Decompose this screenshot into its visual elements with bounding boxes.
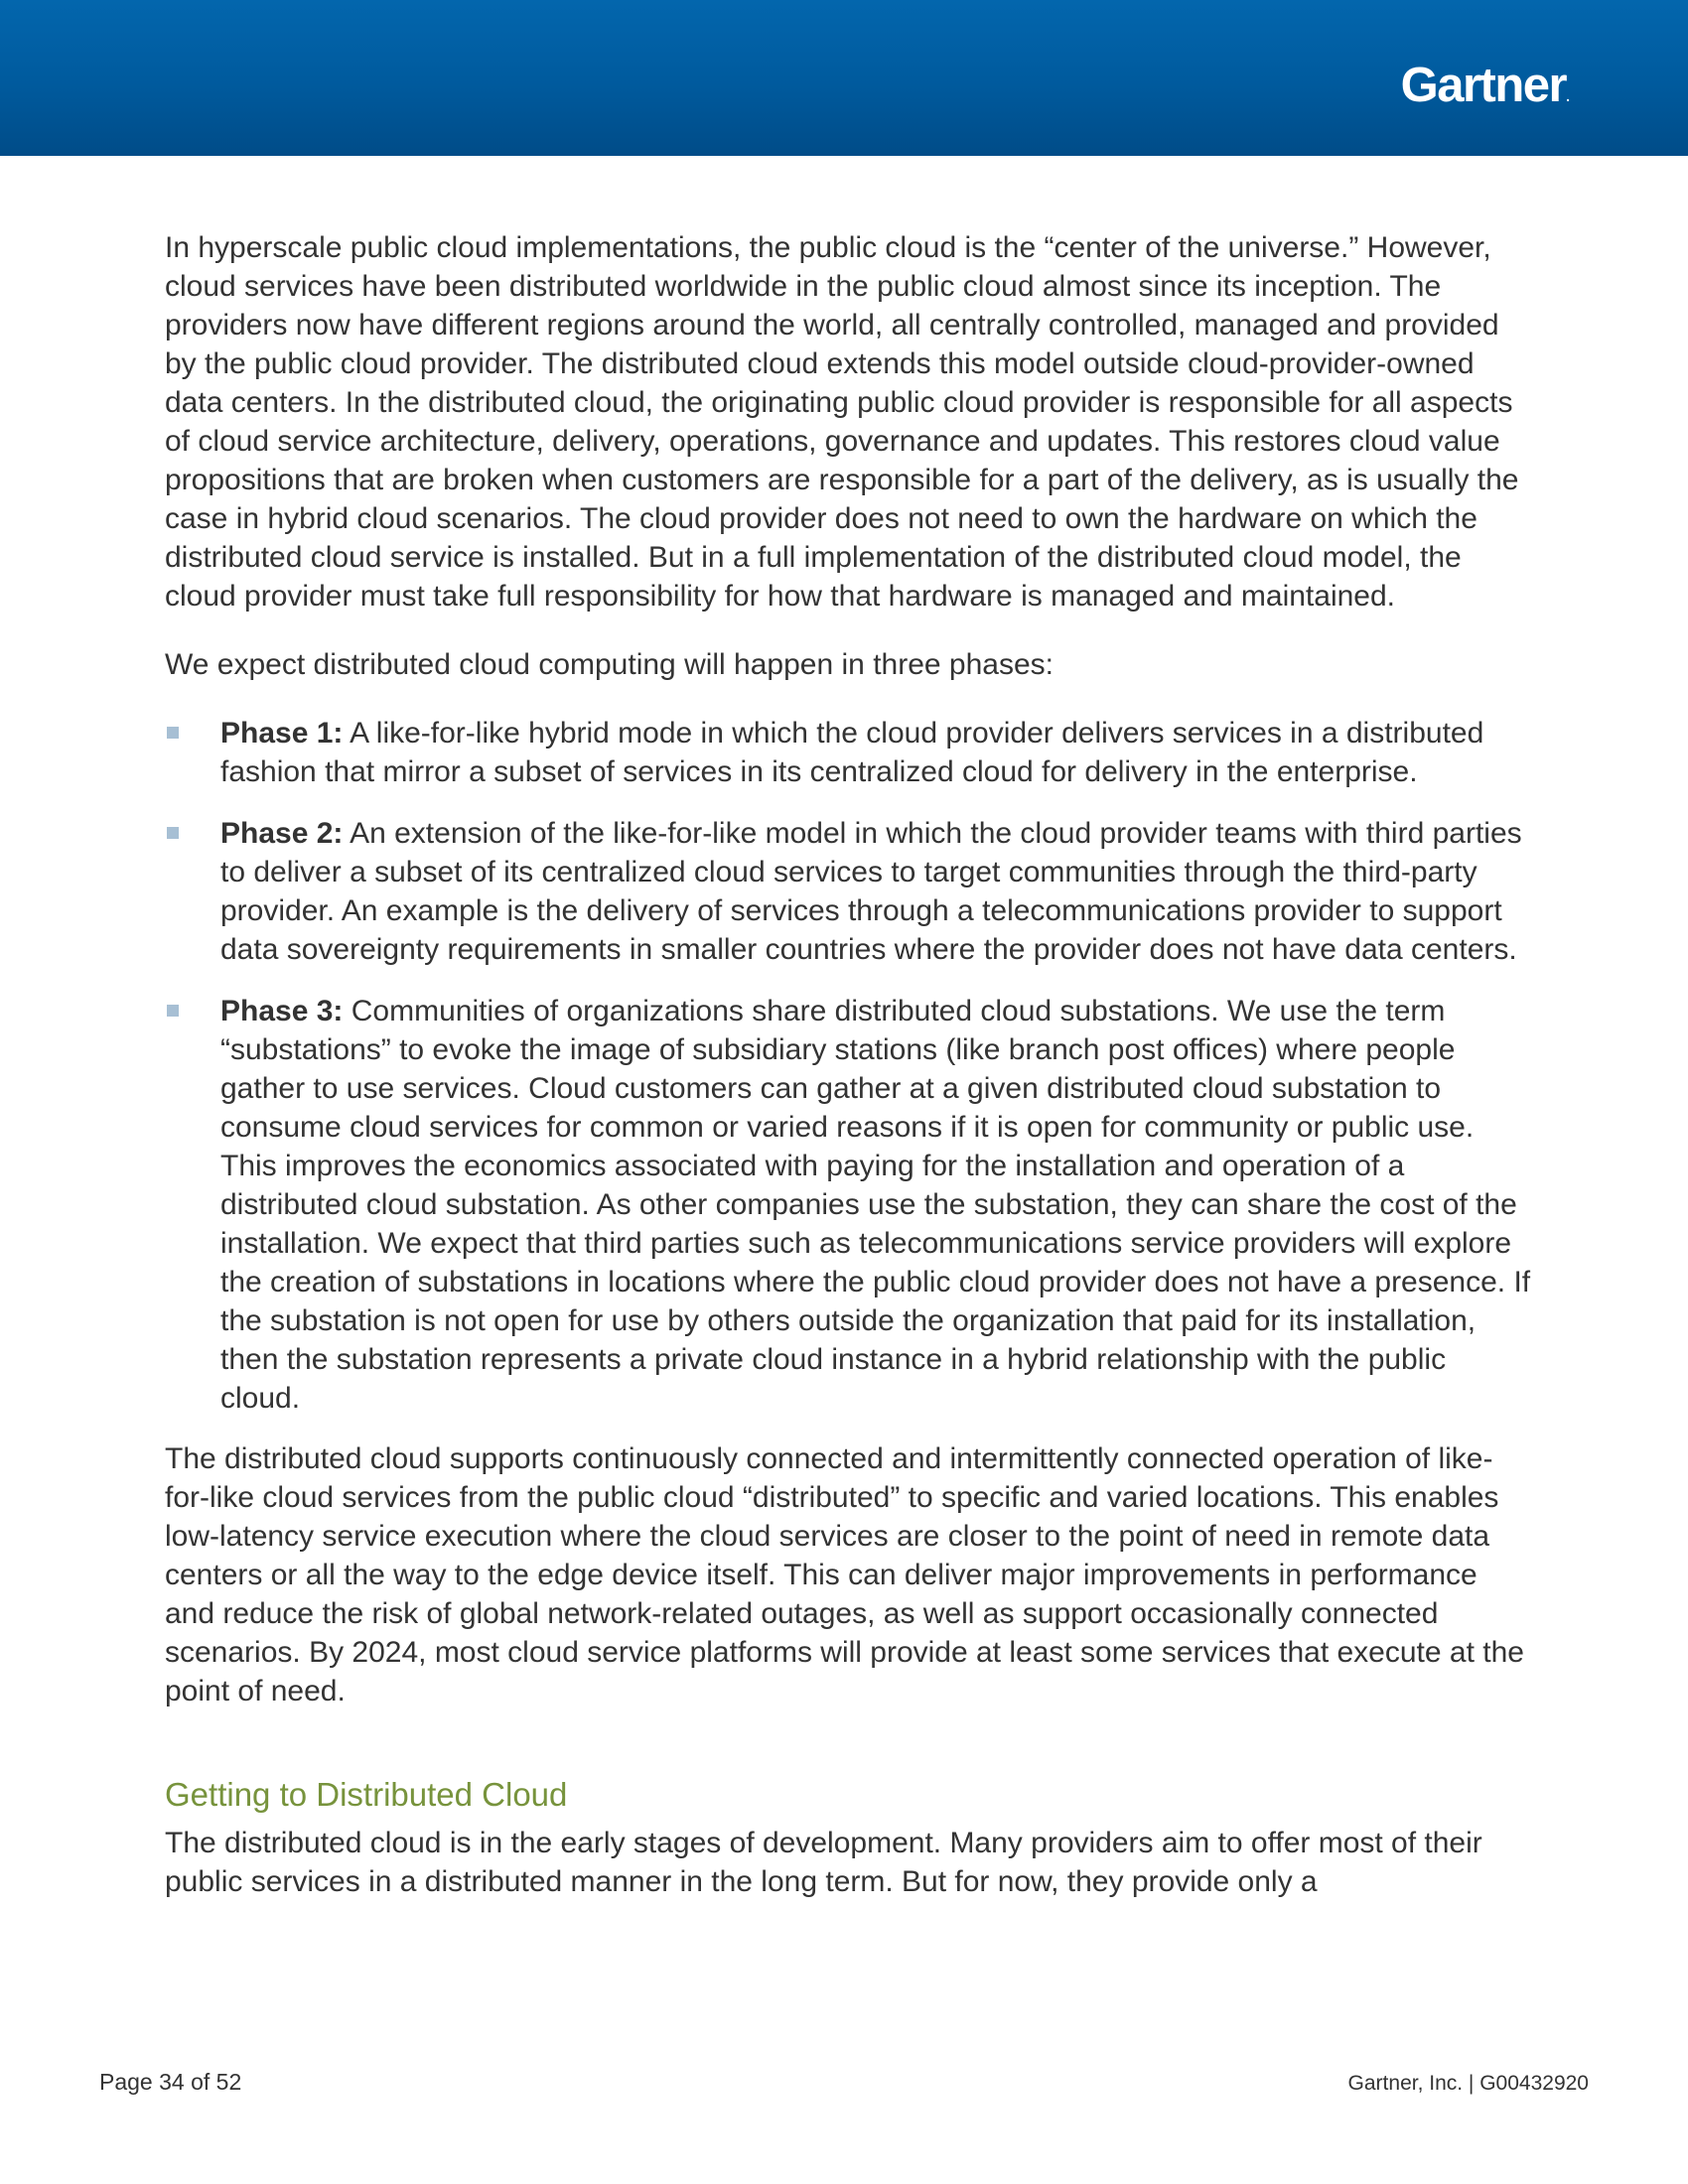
phase-label: Phase 3: <box>220 995 344 1027</box>
page-number: Page 34 of 52 <box>99 2069 242 2095</box>
paragraph-distributed-support: The distributed cloud supports continuously connected and intermittently connected operation of like-for-like cloud services from the public cloud “distributed” to specific and varied locations. This enables low-latency service execution where the cloud services are closer to the point of need in remote data centers or all the way to the edge device itself. This can deliver major improvements in performance and reduce the risk of global network-related outages, as well as support occasionally connected scenarios. By 2024, most cloud service platforms will provide at least some services that execute at the point of need. <box>165 1442 1524 1707</box>
section-heading: Getting to Distributed Cloud <box>165 1776 568 1813</box>
gartner-logo <box>1400 59 1570 112</box>
document-id: Gartner, Inc. | G00432920 <box>1347 2072 1589 2095</box>
square-bullet-icon <box>167 827 179 839</box>
phase-text: An extension of the like-for-like model in which the cloud provider teams with third parties to deliver a subset of its centralized cloud services to target communities through the third-party provider. An example is the delivery of services through a telecommunications provider to support data sovereignty requirements in smaller countries where the provider does not have data centers. <box>220 817 1522 966</box>
square-bullet-icon <box>167 1005 179 1017</box>
paragraph-phases-intro: We expect distributed cloud computing will happen in three phases: <box>165 648 1054 681</box>
paragraph-intro: In hyperscale public cloud implementations, the public cloud is the “center of the universe.” However, cloud services have been distributed worldwide in the public cloud almost since its inception. The providers now have different regions around the world, all centrally controlled, managed and provided by the public cloud provider. The distributed cloud extends this model outside cloud-provider-owned data centers. In the distributed cloud, the originating public cloud provider is responsible for all aspects of cloud service architecture, delivery, operations, governance and updates. This restores cloud value propositions that are broken when customers are responsible for a part of the delivery, as is usually the case in hybrid cloud scenarios. The cloud provider does not need to own the hardware on which the distributed cloud service is installed. But in a full implementation of the distributed cloud model, the cloud provider must take full responsibility for how that hardware is managed and maintained. <box>165 231 1519 613</box>
phases-list <box>165 714 1531 1418</box>
phase-label: Phase 1: <box>220 717 344 750</box>
logo-dot: . <box>1566 88 1570 104</box>
square-bullet-icon <box>167 727 179 739</box>
phase-text: A like-for-like hybrid mode in which the cloud provider delivers services in a distributed fashion that mirror a subset of services in its centralized cloud for delivery in the enterprise. <box>220 717 1484 788</box>
logo-text: Gartner <box>1400 59 1567 112</box>
phase-item-2 <box>165 814 1531 969</box>
phase-text: Communities of organizations share distributed cloud substations. We use the term “substations” to evoke the image of subsidiary stations (like branch post offices) where people gather to use services. Cloud customers can gather at a given distributed cloud substation to consume cloud services for common or varied reasons if it is open for community or public use. This improves the economics associated with paying for the installation and operation of a distributed cloud substation. As other companies use the substation, they can share the cost of the installation. We expect that third parties such as telecommunications service providers will explore the creation of substations in locations where the public cloud provider does not have a presence. If the substation is not open for use by others outside the organization that paid for its installation, then the substation represents a private cloud instance in a hybrid relationship with the public cloud. <box>220 995 1531 1415</box>
phase-item-3 <box>165 992 1531 1418</box>
phase-item-1 <box>165 714 1531 791</box>
paragraph-early-stages: The distributed cloud is in the early stages of development. Many providers aim to offer most of their public services in a distributed manner in the long term. But for now, they provide only a <box>165 1827 1482 1898</box>
document-body <box>165 228 1531 1901</box>
header-bar <box>0 0 1688 156</box>
phase-label: Phase 2: <box>220 817 344 850</box>
